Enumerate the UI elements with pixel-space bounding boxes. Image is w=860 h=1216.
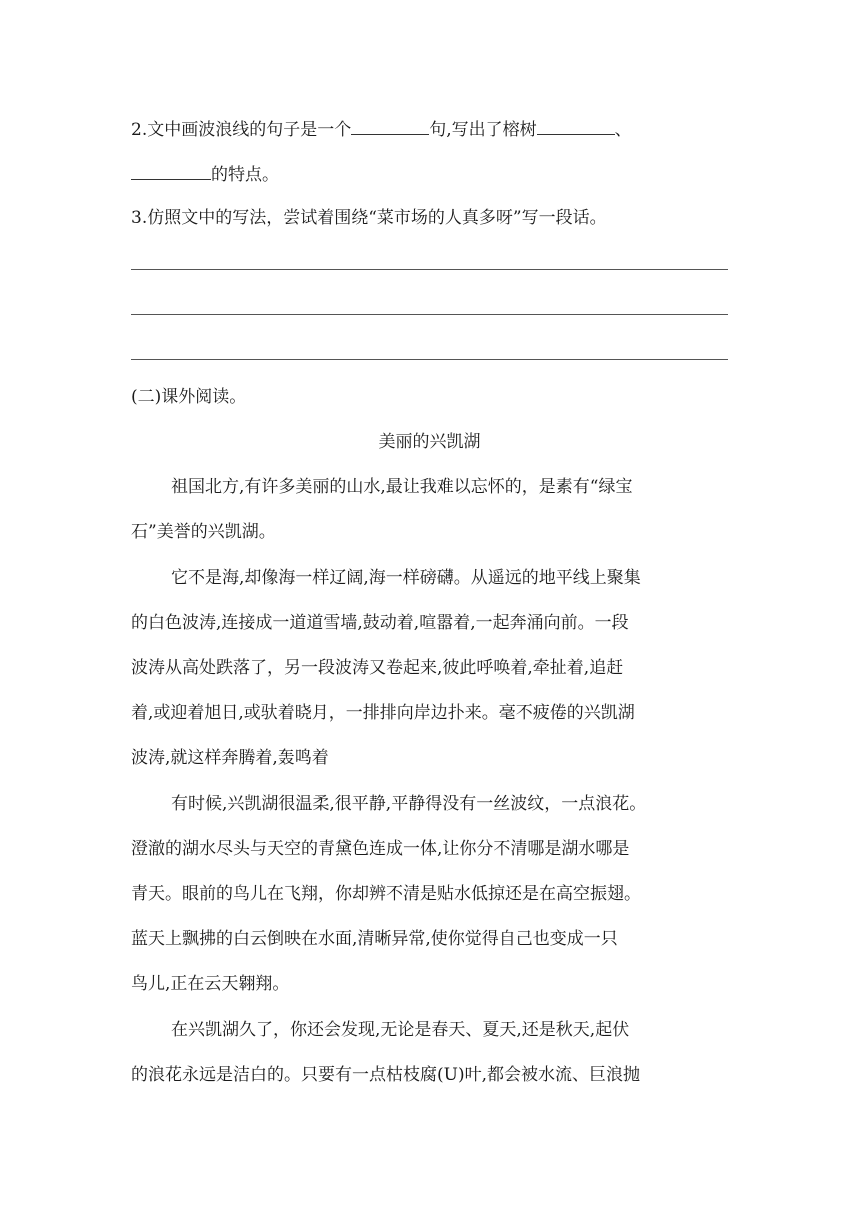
- article-line: 青天。眼前的鸟儿在飞翔，你却辨不清是贴水低掠还是在高空振翅。: [131, 884, 641, 904]
- article-line: 的浪花永远是洁白的。只要有一点枯枝腐(U)叶,都会被水流、巨浪抛: [131, 1065, 640, 1085]
- article-line: 的白色波涛,连接成一道道雪墙,鼓动着,喧嚣着,一起奔涌向前。一段: [131, 613, 629, 633]
- article-line: 波涛,就这样奔腾着,轰鸣着: [131, 748, 329, 768]
- article-line: 有时候,兴凯湖很温柔,很平静,平静得没有一丝波纹，一点浪花。: [171, 794, 647, 814]
- section-heading: (二)课外阅读。: [131, 387, 247, 407]
- article-line: 波涛从高处跌落了，另一段波涛又卷起来,彼此呼唤着,牵扯着,追赶: [131, 658, 624, 678]
- answer-line-1[interactable]: [131, 269, 728, 270]
- article-line: 澄澈的湖水尽头与天空的青黛色连成一体,让你分不清哪是湖水哪是: [131, 839, 630, 859]
- answer-line-3[interactable]: [131, 359, 728, 360]
- question-2-text-d: 的特点。: [211, 165, 279, 185]
- article-line: 在兴凯湖久了，你还会发现,无论是春天、夏天,还是秋天,起伏: [171, 1020, 630, 1040]
- question-2-text-c: 、: [614, 120, 632, 140]
- question-3-prompt: 3.仿照文中的写法，尝试着围绕“菜市场的人真多呀”写一段话。: [131, 208, 607, 228]
- question-2-line-1: [131, 116, 728, 142]
- answer-blank-feature-1[interactable]: [537, 116, 615, 135]
- question-2-line-2: [131, 161, 728, 187]
- answer-line-2[interactable]: [131, 314, 728, 315]
- article-line: 祖国北方,有许多美丽的山水,最让我难以忘怀的，是素有“绿宝: [171, 477, 633, 497]
- article-line: 蓝天上飘拂的白云倒映在水面,清晰异常,使你觉得自己也变成一只: [131, 929, 618, 949]
- question-2-text-a: 2.文中画波浪线的句子是一个: [131, 120, 352, 140]
- article-line: 它不是海,却像海一样辽阔,海一样磅礴。从遥远的地平线上聚集: [171, 568, 641, 588]
- question-2-text-b: 句,写出了榕树: [429, 120, 537, 140]
- article-line: 石”美誉的兴凯湖。: [131, 522, 276, 542]
- answer-blank-feature-2[interactable]: [131, 161, 211, 180]
- answer-blank-sentence-type[interactable]: [351, 116, 429, 135]
- article-line: 鸟儿,正在云天翱翔。: [131, 974, 290, 994]
- article-line: 着,或迎着旭日,或驮着晓月，一排排向岸边扑来。毫不疲倦的兴凯湖: [131, 703, 635, 723]
- article-title: 美丽的兴凯湖: [378, 432, 481, 452]
